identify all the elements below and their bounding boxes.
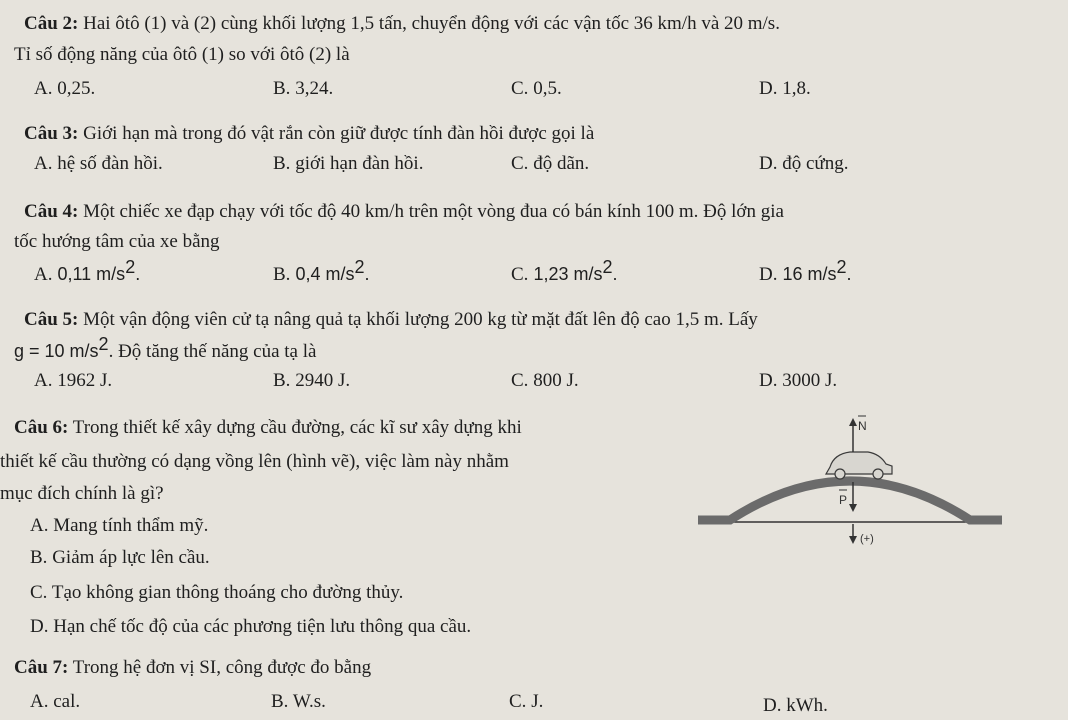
option-value: 1,23 m/s bbox=[528, 264, 603, 284]
question-number: Câu 5: bbox=[24, 309, 79, 330]
q4-option-c[interactable] bbox=[511, 257, 618, 287]
q2-option-a[interactable] bbox=[34, 77, 95, 101]
option-value: 16 m/s bbox=[777, 264, 837, 284]
option-letter: D. bbox=[763, 695, 782, 716]
positive-direction-label: (+) bbox=[860, 533, 874, 545]
option-text: 800 J. bbox=[528, 370, 579, 391]
normal-force-arrow bbox=[849, 418, 857, 452]
question-number: Câu 2: bbox=[24, 13, 79, 34]
q5-option-b[interactable] bbox=[273, 369, 350, 393]
q5-option-d[interactable] bbox=[759, 369, 837, 393]
bridge-arch bbox=[698, 481, 1002, 520]
option-letter: A. bbox=[30, 515, 49, 536]
option-letter: B. bbox=[271, 691, 289, 712]
option-letter: C. bbox=[511, 370, 529, 391]
option-text: 3000 J. bbox=[777, 370, 838, 391]
option-letter: C. bbox=[509, 691, 527, 712]
question-5-stem-cont bbox=[14, 334, 317, 364]
normal-force-label: N bbox=[858, 419, 867, 433]
option-letter: C. bbox=[30, 582, 48, 603]
option-letter: A. bbox=[34, 370, 53, 391]
q5-option-c[interactable] bbox=[511, 369, 579, 393]
option-end: . bbox=[135, 264, 141, 284]
question-text: Một chiếc xe đạp chạy với tốc độ 40 km/h trên một vòng đua có bán kính 100 m. Độ lớn gia bbox=[78, 201, 784, 222]
option-text: kWh. bbox=[781, 695, 828, 716]
question-text: thiết kế cầu thường có dạng vồng lên (hình vẽ), việc làm này nhằm bbox=[0, 451, 509, 472]
q3-option-d[interactable] bbox=[759, 152, 848, 176]
question-text: mục đích chính là gì? bbox=[0, 483, 164, 504]
option-letter: C. bbox=[511, 153, 529, 174]
question-7-stem bbox=[14, 656, 371, 680]
option-letter: D. bbox=[30, 616, 49, 637]
q5-option-a[interactable] bbox=[34, 369, 112, 393]
option-text: 1,8. bbox=[777, 78, 811, 99]
formula-exponent: 2 bbox=[98, 334, 109, 354]
option-text: 0,5. bbox=[528, 78, 562, 99]
option-text: Tạo không gian thông thoáng cho đường thủy. bbox=[47, 582, 404, 603]
question-text: Hai ôtô (1) và (2) cùng khối lượng 1,5 tấn, chuyển động với các vận tốc 36 km/h và 20 m/s. bbox=[78, 13, 780, 34]
option-end: . bbox=[846, 264, 852, 284]
option-letter: D. bbox=[759, 264, 778, 285]
option-text: Hạn chế tốc độ của các phương tiện lưu thông qua cầu. bbox=[48, 616, 472, 637]
option-value: 0,11 m/s bbox=[52, 264, 126, 284]
option-letter: A. bbox=[34, 264, 53, 285]
option-letter: D. bbox=[759, 78, 778, 99]
question-2-stem bbox=[24, 12, 780, 36]
option-text: Mang tính thẩm mỹ. bbox=[48, 515, 209, 536]
q3-option-a[interactable] bbox=[34, 152, 163, 176]
formula: g = 10 m/s bbox=[14, 341, 99, 361]
question-text: Trong hệ đơn vị SI, công được đo bằng bbox=[68, 657, 372, 678]
option-exponent: 2 bbox=[354, 257, 365, 277]
option-text: Giảm áp lực lên cầu. bbox=[47, 547, 210, 568]
question-number: Câu 3: bbox=[24, 123, 79, 144]
option-text: hệ số đàn hồi. bbox=[52, 153, 163, 174]
q4-option-a[interactable] bbox=[34, 257, 141, 287]
option-text: 1962 J. bbox=[52, 370, 113, 391]
question-number: Câu 7: bbox=[14, 657, 69, 678]
q3-option-b[interactable] bbox=[273, 152, 423, 176]
option-letter: D. bbox=[759, 370, 778, 391]
q4-option-b[interactable] bbox=[273, 257, 370, 287]
option-letter: B. bbox=[273, 78, 291, 99]
option-letter: A. bbox=[30, 691, 49, 712]
q7-option-b[interactable] bbox=[271, 690, 326, 714]
option-text: W.s. bbox=[288, 691, 326, 712]
option-exponent: 2 bbox=[125, 257, 136, 277]
option-letter: B. bbox=[273, 264, 291, 285]
option-letter: A. bbox=[34, 153, 53, 174]
option-letter: C. bbox=[511, 264, 529, 285]
question-6-stem bbox=[14, 416, 522, 440]
question-4-stem bbox=[24, 200, 784, 224]
q2-option-d[interactable] bbox=[759, 77, 811, 101]
q6-option-c[interactable] bbox=[30, 581, 403, 605]
question-text: . Độ tăng thế năng của tạ là bbox=[108, 341, 317, 362]
option-letter: D. bbox=[759, 153, 778, 174]
option-text: 2940 J. bbox=[290, 370, 351, 391]
question-text: Trong thiết kế xây dựng cầu đường, các kĩ sư xây dựng khi bbox=[68, 417, 522, 438]
question-6-stem-cont2 bbox=[0, 482, 164, 506]
question-text: Một vận động viên cử tạ nâng quả tạ khối lượng 200 kg từ mặt đất lên độ cao 1,5 m. Lấy bbox=[78, 309, 758, 330]
car-icon bbox=[826, 452, 892, 479]
question-6-stem-cont bbox=[0, 450, 509, 474]
question-text: tốc hướng tâm của xe bằng bbox=[14, 231, 220, 252]
option-exponent: 2 bbox=[836, 257, 847, 277]
question-4-stem-cont bbox=[14, 230, 220, 254]
weight-label: P bbox=[839, 493, 848, 507]
option-text: giới hạn đàn hồi. bbox=[290, 153, 424, 174]
option-text: 0,25. bbox=[52, 78, 96, 99]
option-letter: B. bbox=[273, 370, 291, 391]
q6-option-a[interactable] bbox=[30, 514, 208, 538]
option-text: độ cứng. bbox=[777, 153, 849, 174]
weight-arrow bbox=[849, 482, 857, 512]
option-text: cal. bbox=[48, 691, 81, 712]
option-text: 3,24. bbox=[290, 78, 334, 99]
positive-direction-arrow bbox=[849, 524, 857, 544]
option-end: . bbox=[364, 264, 370, 284]
option-text: J. bbox=[526, 691, 544, 712]
question-number: Câu 4: bbox=[24, 201, 79, 222]
q3-option-c[interactable] bbox=[511, 152, 589, 176]
question-2-stem-cont bbox=[14, 43, 350, 67]
question-number: Câu 6: bbox=[14, 417, 69, 438]
option-letter: B. bbox=[30, 547, 48, 568]
question-3-stem bbox=[24, 122, 594, 146]
option-letter: A. bbox=[34, 78, 53, 99]
question-5-stem bbox=[24, 308, 758, 332]
q7-option-d[interactable] bbox=[763, 694, 828, 718]
question-text: Tỉ số động năng của ôtô (1) so với ôtô (2) là bbox=[14, 44, 350, 65]
option-end: . bbox=[612, 264, 618, 284]
q7-option-c[interactable] bbox=[509, 690, 543, 714]
q6-option-d[interactable] bbox=[30, 615, 471, 639]
option-letter: C. bbox=[511, 78, 529, 99]
option-letter: B. bbox=[273, 153, 291, 174]
q2-option-b[interactable] bbox=[273, 77, 333, 101]
option-text: độ dãn. bbox=[528, 153, 590, 174]
q4-option-d[interactable] bbox=[759, 257, 852, 287]
option-exponent: 2 bbox=[602, 257, 613, 277]
q7-option-a[interactable] bbox=[30, 690, 80, 714]
q2-option-c[interactable] bbox=[511, 77, 562, 101]
option-value: 0,4 m/s bbox=[290, 264, 355, 284]
bridge-figure bbox=[690, 412, 1008, 552]
q6-option-b[interactable] bbox=[30, 546, 210, 570]
question-text: Giới hạn mà trong đó vật rắn còn giữ được tính đàn hồi được gọi là bbox=[78, 123, 595, 144]
